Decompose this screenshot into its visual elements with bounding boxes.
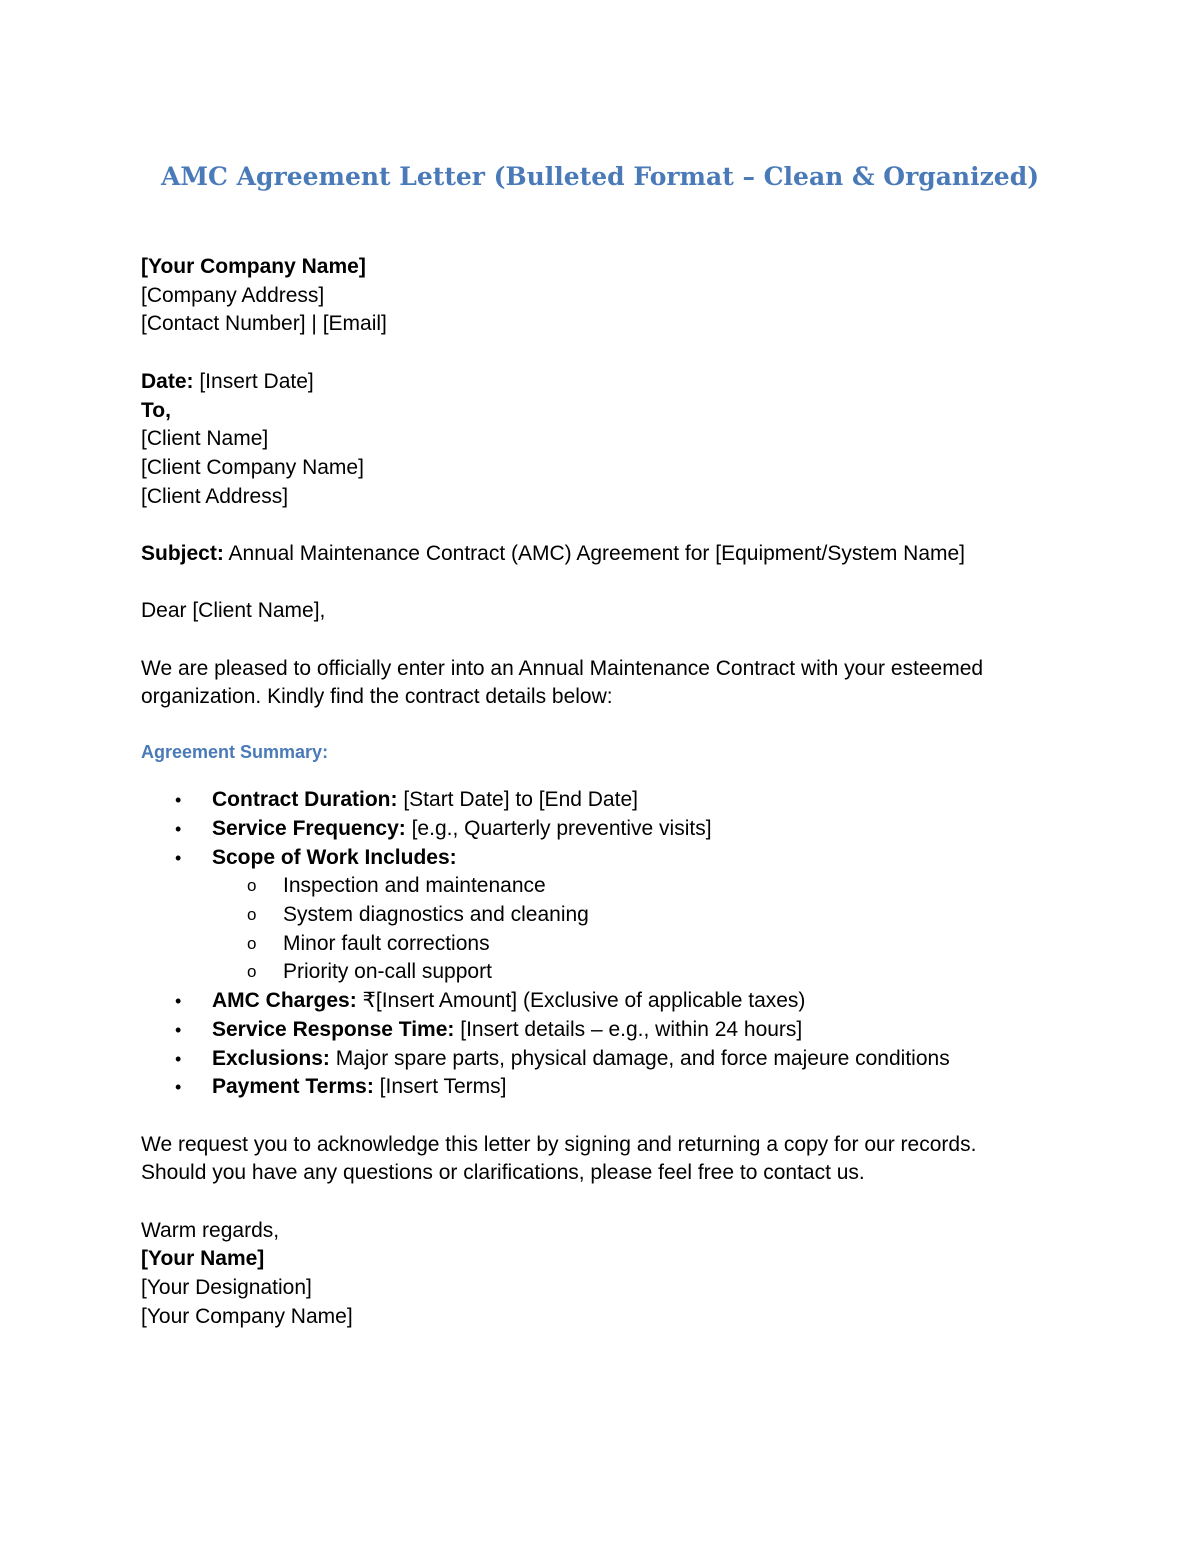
sender-company-name: [Your Company Name] — [141, 255, 366, 278]
item-value: [Insert details – e.g., within 24 hours] — [454, 1017, 803, 1041]
sublist-item — [212, 901, 1081, 930]
item-label: Scope of Work Includes: — [212, 845, 457, 869]
sublist-item-text: Minor fault corrections — [283, 931, 490, 955]
salutation: Dear [Client Name], — [141, 599, 326, 623]
sublist-item-text: Priority on-call support — [283, 960, 492, 984]
client-name: [Client Name] — [141, 427, 269, 451]
sender-company-address: [Company Address] — [141, 283, 325, 307]
list-item-scope-of-work — [141, 844, 1081, 873]
sender-contact: [Contact Number] | [Email] — [141, 312, 387, 336]
client-address: [Client Address] — [141, 484, 289, 508]
date-line — [141, 368, 1081, 397]
bullet-icon: • — [175, 991, 182, 1012]
scope-sublist-container — [141, 872, 1081, 987]
circle-bullet-icon: o — [247, 905, 257, 924]
scope-sublist — [212, 872, 1081, 987]
signoff-designation: [Your Designation] — [141, 1276, 312, 1300]
signoff-regards: Warm regards, — [141, 1218, 280, 1242]
item-label: Service Response Time: — [212, 1017, 455, 1041]
item-label: AMC Charges: — [212, 989, 357, 1013]
bullet-icon: • — [175, 818, 182, 839]
list-item-contract-duration — [141, 786, 1081, 815]
bullet-icon: • — [175, 1077, 182, 1098]
list-item-service-frequency — [141, 815, 1081, 844]
bullet-icon: • — [175, 1019, 182, 1040]
item-value: [Insert Terms] — [373, 1075, 507, 1099]
bullet-icon: • — [175, 790, 182, 811]
item-value: [e.g., Quarterly preventive visits] — [405, 816, 712, 840]
sublist-item-text: System diagnostics and cleaning — [283, 903, 589, 926]
letter-body — [141, 253, 1081, 1332]
subject-label: Subject: — [141, 542, 224, 565]
intro-paragraph: We are pleased to officially enter into an Annual Maintenance Contract with your esteemed organization. Kindly find the contract details below: — [141, 656, 984, 709]
list-item-amc-charges — [141, 987, 1081, 1016]
bullet-icon: • — [175, 1048, 182, 1069]
list-item-exclusions — [141, 1045, 1081, 1074]
to-label: To, — [141, 398, 171, 422]
bullet-icon: • — [175, 847, 182, 868]
item-label: Contract Duration: — [212, 788, 398, 812]
circle-bullet-icon: o — [247, 933, 257, 953]
item-value: ₹[Insert Amount] (Exclusive of applicable taxes) — [356, 989, 806, 1013]
sublist-item — [212, 872, 1081, 901]
client-company: [Client Company Name] — [141, 455, 364, 479]
subject-line — [141, 540, 1081, 569]
subject-value: Annual Maintenance Contract (AMC) Agreement for [Equipment/System Name] — [223, 542, 966, 565]
date-value: [Insert Date] — [193, 369, 314, 393]
signoff-name: [Your Name] — [141, 1247, 265, 1271]
closing-request-line-2: Should you have any questions or clarifications, please feel free to contact us. — [141, 1161, 865, 1185]
list-item-service-response-time — [141, 1016, 1081, 1045]
closing-request-line-1: We request you to acknowledge this letter by signing and returning a copy for our records. — [141, 1132, 977, 1156]
item-label: Exclusions: — [212, 1046, 330, 1070]
circle-bullet-icon: o — [247, 876, 257, 896]
sublist-item — [212, 958, 1081, 987]
agreement-summary-list — [141, 786, 1081, 1102]
circle-bullet-icon: o — [247, 962, 257, 982]
item-label: Payment Terms: — [212, 1075, 374, 1099]
item-value: Major spare parts, physical damage, and force majeure conditions — [329, 1046, 950, 1070]
sublist-item — [212, 930, 1081, 959]
document-title: AMC Agreement Letter (Bulleted Format – Clean & Organized) — [160, 162, 1040, 191]
signoff-company: [Your Company Name] — [141, 1304, 353, 1328]
sublist-item-text: Inspection and maintenance — [283, 874, 546, 898]
item-value: [Start Date] to [End Date] — [397, 788, 638, 812]
date-label: Date: — [141, 369, 194, 393]
agreement-summary-heading: Agreement Summary: — [141, 742, 329, 763]
list-item-payment-terms — [141, 1073, 1081, 1102]
item-label: Service Frequency: — [212, 816, 406, 840]
